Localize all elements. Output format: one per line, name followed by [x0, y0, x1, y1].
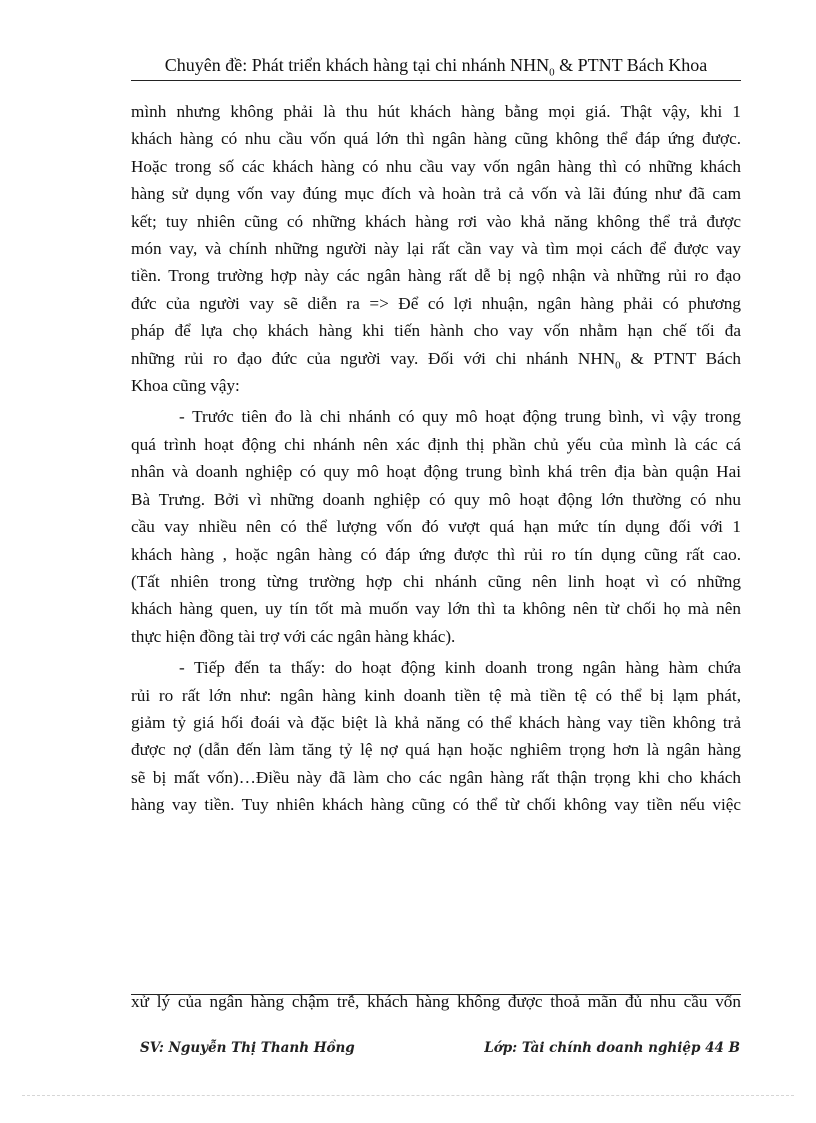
text-line: mình nhưng không phải là thu hút khách hàng bằng mọi giá. Thật vậy, khi 1: [131, 102, 741, 121]
paragraph-2-line: khách hàng , hoặc ngân hàng có đáp ứng được thì rủi ro tín dụng cũng rất cao.: [131, 544, 741, 564]
line10-part1: những rủi ro đạo đức của người vay. Đối với chi nhánh NHN: [131, 348, 616, 368]
body-text: [131, 98, 741, 819]
header-title-subscript: 0: [549, 66, 555, 79]
paragraph-3-line: được nợ (dẫn đến làm tăng tỷ lệ nợ quá hạn hoặc nghiêm trọng hơn là ngân hàng: [131, 740, 741, 760]
paragraph-2-line: khách hàng quen, uy tín tốt mà muốn vay lớn thì ta không nên từ chối họ mà nên: [131, 599, 741, 619]
paragraph-2-line: thực hiện đồng tài trợ với các ngân hàng khác).: [131, 626, 456, 646]
paragraph-3-line: - Tiếp đến ta thấy: do hoạt động kinh doanh trong ngân hàng hàm chứa: [179, 658, 741, 678]
paragraph-2-line: nhân và doanh nghiệp có quy mô hoạt động trung bình khá trên địa bàn quận Hai: [131, 462, 741, 482]
paragraph-2-line: (Tất nhiên trong từng trường hợp chi nhánh cũng nên linh hoạt vì có những: [131, 571, 741, 591]
page-boundary: [22, 1095, 794, 1096]
paragraph-3-line: hàng vay tiền. Tuy nhiên khách hàng cũng có thể từ chối không vay tiền nếu việc: [131, 795, 741, 815]
text-line: Hoặc trong số các khách hàng có nhu cầu vay vốn ngân hàng thì có những khách: [131, 156, 741, 176]
paragraph-2-line: quá trình hoạt động chi nhánh nên xác định thị phần chủ yếu của mình là các cá: [131, 434, 741, 454]
paragraph-3-line: giảm tỷ giá hối đoái và đặc biệt là khả năng có thể khách hàng vay tiền không trả: [131, 712, 741, 732]
text-line-overlapping-rule: xử lý của ngân hàng chậm trễ, khách hàng không được thoả mãn đủ nhu cầu vốn: [131, 992, 741, 1011]
text-line: tiền. Trong trường hợp này các ngân hàng rất dễ bị ngộ nhận và những rủi ro đạo: [131, 266, 741, 286]
paragraph-3-line: sẽ bị mất vốn)…Điều này đã làm cho các ngân hàng rất thận trọng khi cho khách: [131, 767, 741, 787]
paragraph-2-line: Bà Trưng. Bởi vì những doanh nghiệp có quy mô hoạt động lớn thường có nhu: [131, 489, 741, 509]
text-line: kết; tuy nhiên cũng có những khách hàng rơi vào khả năng không thể trả được: [131, 211, 741, 231]
text-line: pháp để lựa chọ khách hàng khi tiến hành cho vay vốn nhằm hạn chế tối đa: [131, 321, 741, 341]
header-title-part1: Chuyên đề: Phát triển khách hàng tại chi nhánh NHN: [164, 55, 550, 75]
text-line: Khoa cũng vậy:: [131, 376, 240, 396]
paragraph-3-line: rủi ro rất lớn như: ngân hàng kinh doanh tiền tệ mà tiền tệ có thể bị lạm phát,: [131, 685, 741, 705]
text-line: [131, 345, 741, 372]
line10-subscript: 0: [615, 359, 621, 372]
text-line: khách hàng có nhu cầu vốn quá lớn thì ngân hàng cũng không thể đáp ứng được.: [131, 129, 741, 149]
text-line: hàng sử dụng vốn vay đúng mục đích và hoàn trả cả vốn và lãi đúng như đã cam: [131, 184, 741, 204]
footer-student: SV: Nguyễn Thị Thanh Hồng: [140, 1040, 355, 1056]
text-line: đức của người vay sẽ diễn ra => Để có lợi nhuận, ngân hàng phải có phương: [131, 293, 741, 313]
paragraph-2-line: - Trước tiên đo là chi nhánh có quy mô hoạt động trung bình, vì vậy trong: [179, 407, 741, 427]
paragraph-2-line: cầu vay nhiều nên có thể lượng vốn đó vượt quá hạn mức tín dụng đối với 1: [131, 517, 741, 537]
text-line: món vay, và chính những người này lại rất cần vay và tìm mọi cách để được vay: [131, 239, 741, 259]
header-rule: [131, 80, 741, 81]
line10-part2: & PTNT Bách: [620, 348, 741, 368]
header-title-part2: & PTNT Bách Khoa: [554, 55, 708, 75]
footer-class: Lớp: Tài chính doanh nghiệp 44 B: [484, 1040, 740, 1056]
